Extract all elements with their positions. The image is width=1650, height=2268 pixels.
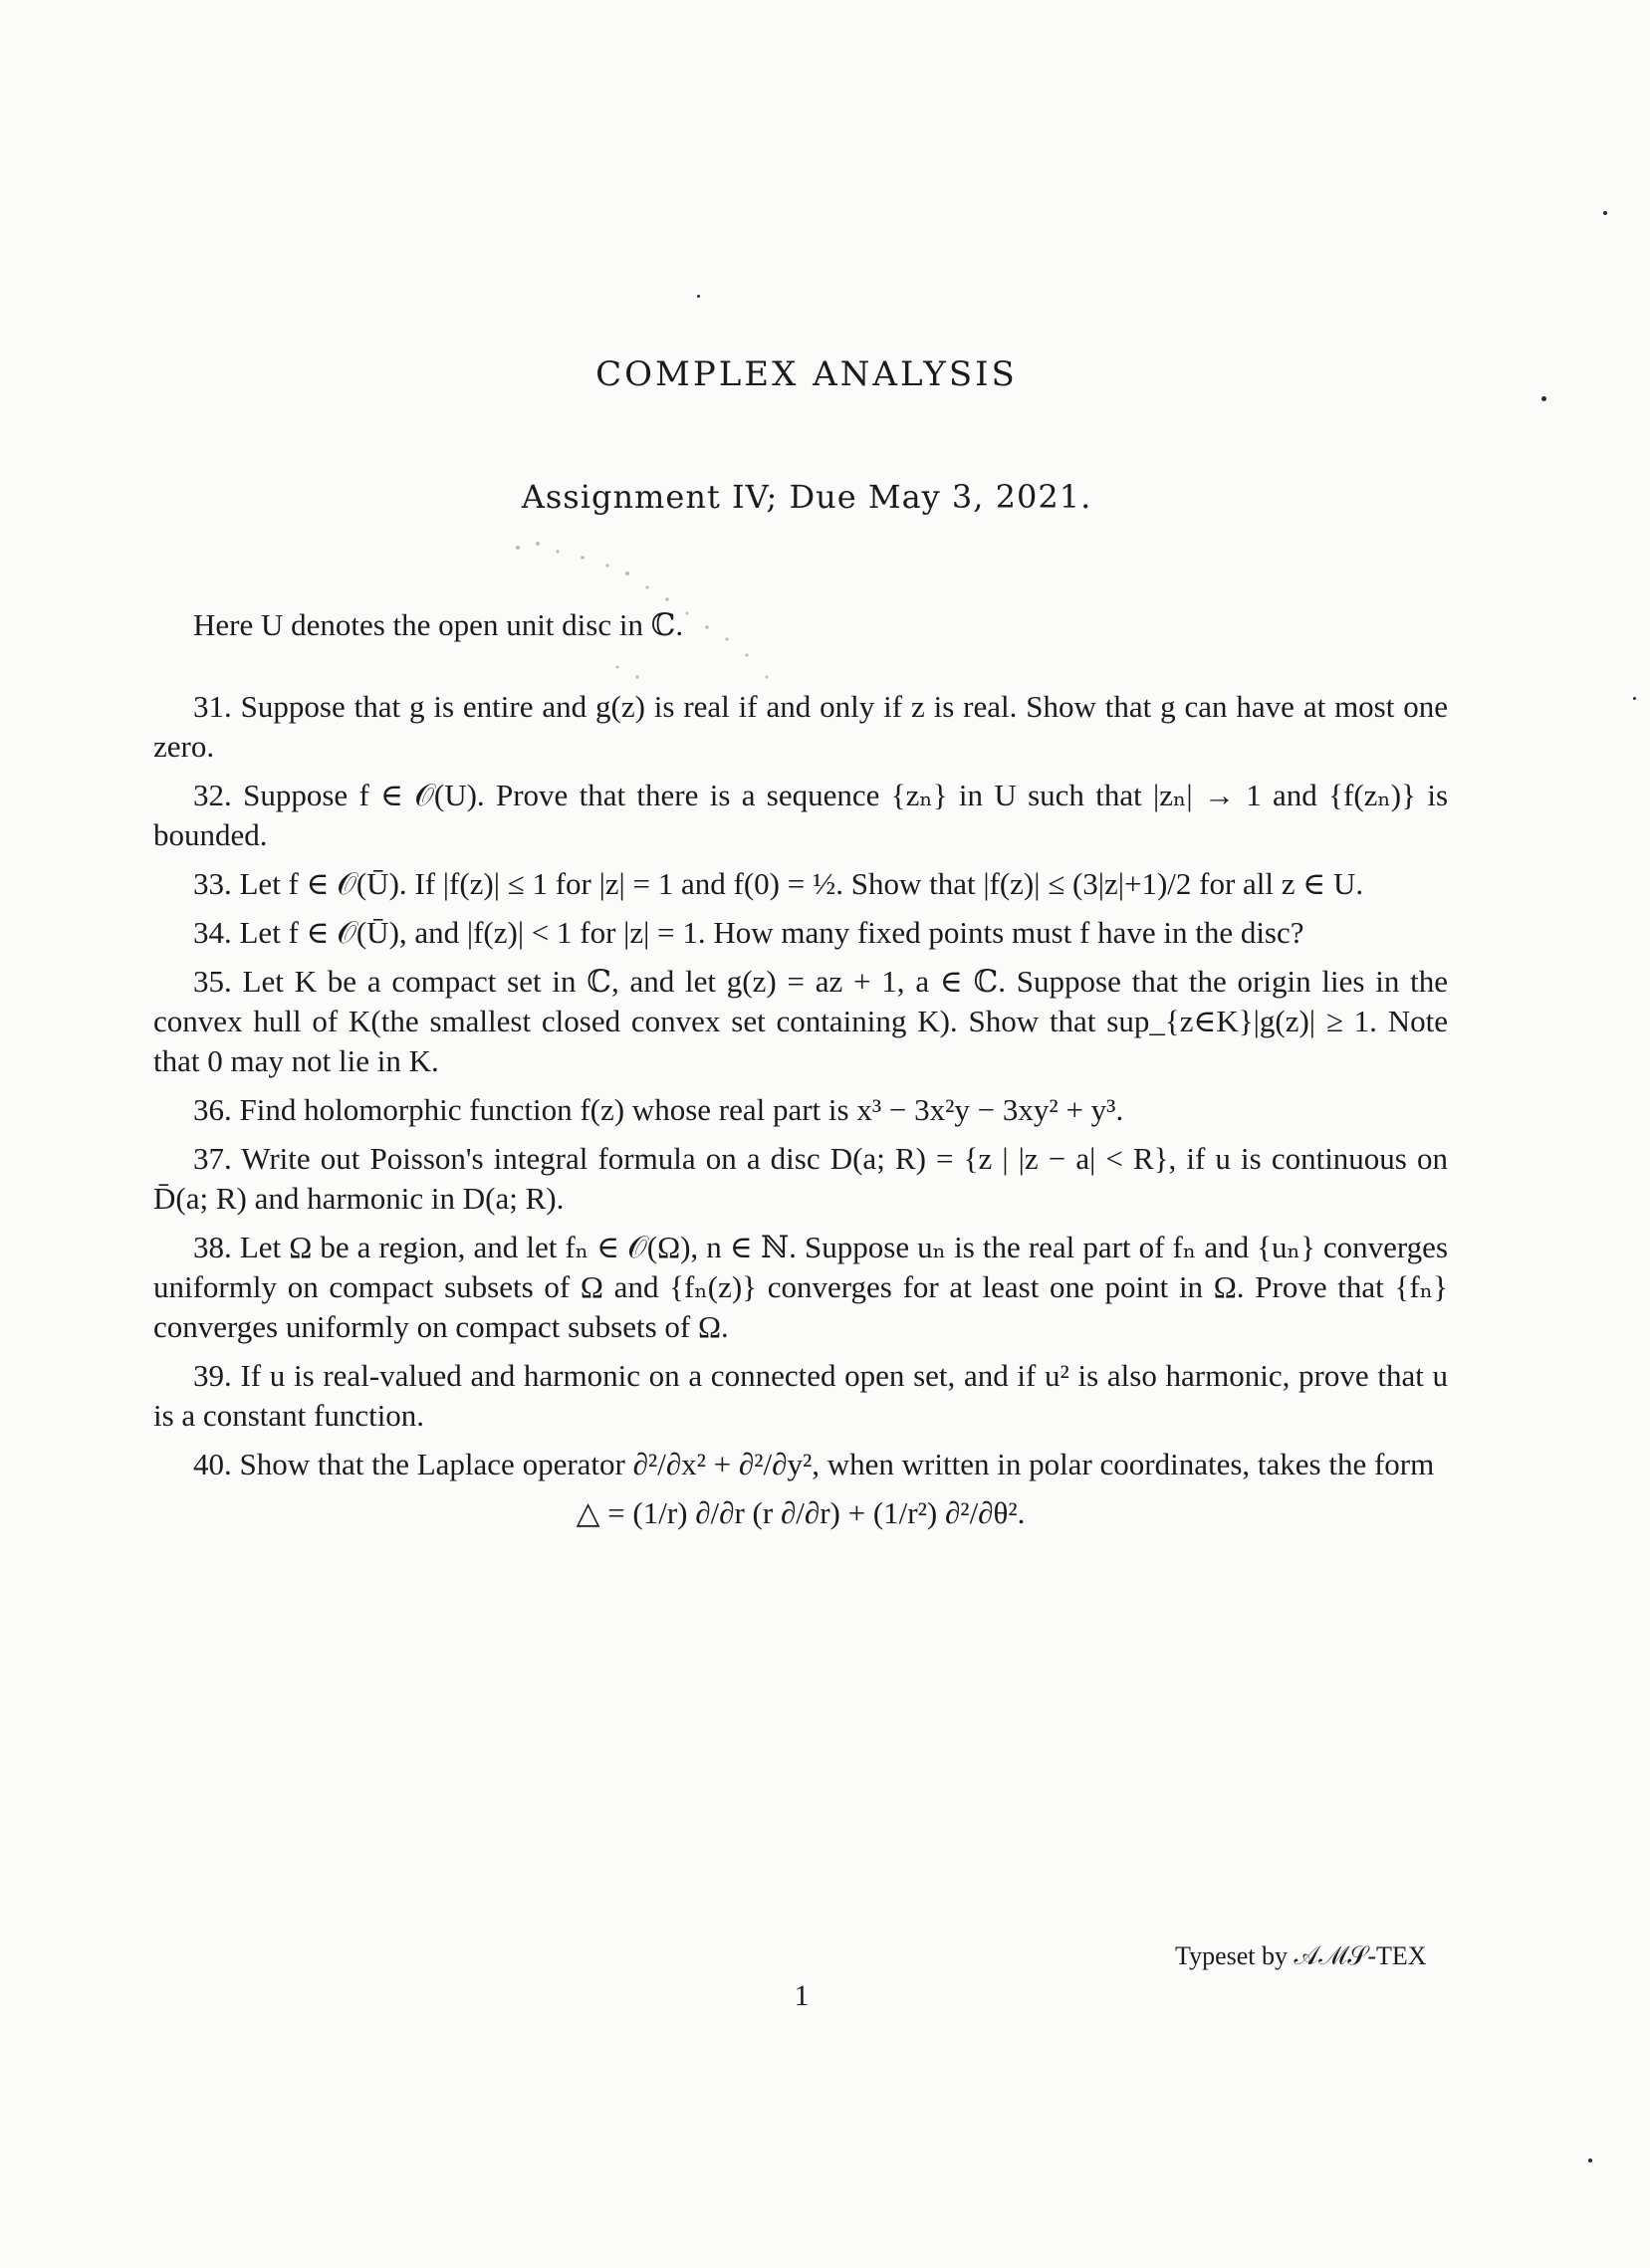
- problem-text: Show that the Laplace operator ∂²/∂x² + ∂²/∂y², when written in polar coordinates, takes the form: [239, 1447, 1435, 1481]
- scan-speck: [697, 295, 700, 298]
- problem-33: [153, 864, 1448, 904]
- problem-38: [153, 1228, 1448, 1347]
- scan-speck: [1633, 697, 1636, 700]
- problem-36: [153, 1090, 1448, 1130]
- problem-text: Let f ∈ 𝒪(Ū). If |f(z)| ≤ 1 for |z| = 1 and f(0) = ½. Show that |f(z)| ≤ (3|z|+1)/2 for all z ∈ U.: [239, 866, 1364, 901]
- laplacian-formula: △ = (1/r) ∂/∂r (r ∂/∂r) + (1/r²) ∂²/∂θ².: [576, 1495, 1026, 1530]
- problem-list: [153, 687, 1448, 1533]
- problem-text: Let Ω be a region, and let fₙ ∈ 𝒪(Ω), n ∈ ℕ. Suppose uₙ is the real part of fₙ and {uₙ} converges uniformly on compact subsets of Ω and {fₙ(z)} converges for at least one point in Ω. Prove that {fₙ} converges uniformly on compact subsets of Ω.: [153, 1230, 1449, 1344]
- problem-40: [153, 1445, 1448, 1484]
- problem-text: Let f ∈ 𝒪(Ū), and |f(z)| < 1 for |z| = 1. How many fixed points must f have in the disc?: [239, 915, 1304, 950]
- problem-text: If u is real-valued and harmonic on a connected open set, and if u² is also harmonic, prove that u is a constant function.: [153, 1358, 1449, 1433]
- scan-speck: [1588, 2158, 1592, 2162]
- scan-speck: [1541, 396, 1546, 401]
- intro-paragraph: Here U denotes the open unit disc in ℂ.: [193, 607, 684, 642]
- problem-text: Suppose f ∈ 𝒪(U). Prove that there is a sequence {zₙ} in U such that |zₙ| → 1 and {f(zₙ)} is bounded.: [153, 778, 1449, 852]
- problem-number: 31.: [193, 689, 232, 724]
- problem-number: 33.: [193, 866, 232, 901]
- problem-text: Write out Poisson's integral formula on a disc D(a; R) = {z | |z − a| < R}, if u is continuous on D̄(a; R) and harmonic in D(a; R).: [153, 1141, 1448, 1216]
- problem-34: [153, 913, 1448, 953]
- document-title: COMPLEX ANALYSIS: [595, 354, 1018, 394]
- problem-number: 35.: [193, 964, 232, 999]
- problem-text: Suppose that g is entire and g(z) is real if and only if z is real. Show that g can have at most one zero.: [153, 689, 1449, 764]
- problem-31: [153, 687, 1448, 767]
- problem-39: [153, 1356, 1448, 1436]
- page-number: 1: [794, 1979, 810, 2012]
- problem-number: 37.: [193, 1141, 232, 1176]
- problem-number: 38.: [193, 1230, 232, 1264]
- problem-number: 32.: [193, 778, 232, 812]
- scan-speck: [1603, 211, 1607, 215]
- problem-text: Let K be a compact set in ℂ, and let g(z) = az + 1, a ∈ ℂ. Suppose that the origin lies in the convex hull of K(the smallest closed convex set containing K). Show that sup_{z∈K}|g(z)| ≥ 1. Note that 0 may not lie in K.: [153, 964, 1448, 1078]
- problem-number: 34.: [193, 915, 232, 950]
- problem-35: [153, 962, 1448, 1081]
- problem-32: [153, 776, 1448, 855]
- problem-number: 40.: [193, 1447, 232, 1481]
- problem-number: 36.: [193, 1092, 232, 1127]
- problem-text: Find holomorphic function f(z) whose real part is x³ − 3x²y − 3xy² + y³.: [239, 1092, 1124, 1127]
- document-subtitle: Assignment IV; Due May 3, 2021.: [521, 478, 1092, 516]
- problem-37: [153, 1139, 1448, 1219]
- problem-number: 39.: [193, 1358, 232, 1393]
- typeset-credit: Typeset by 𝒜ℳ𝒮-TEX: [1175, 1941, 1427, 1970]
